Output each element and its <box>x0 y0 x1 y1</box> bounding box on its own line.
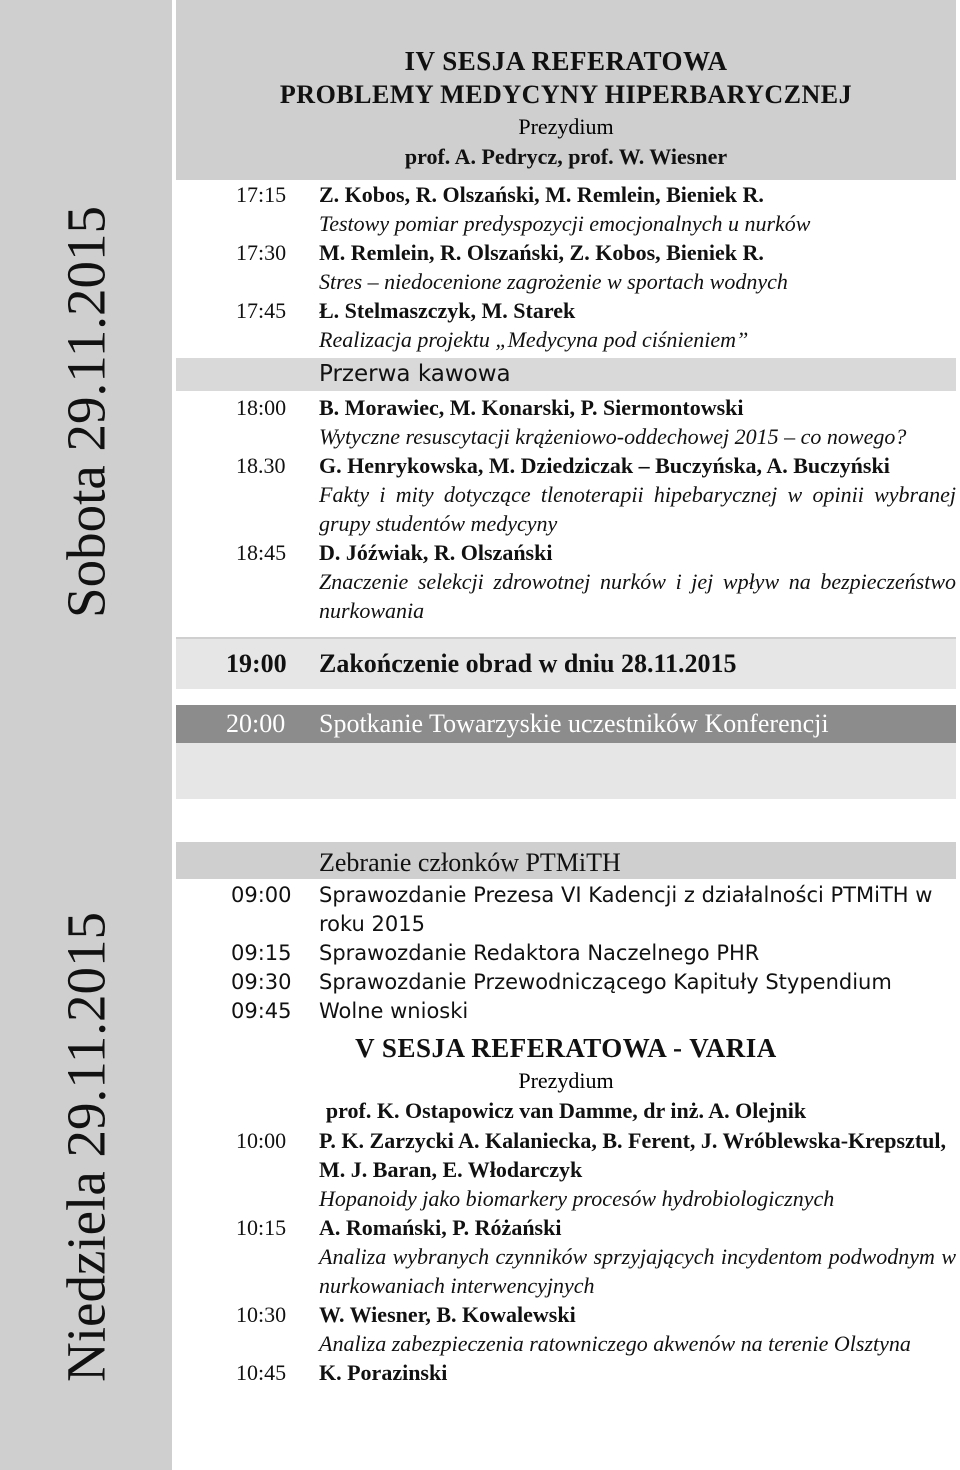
session4-title-line1: IV SESJA REFERATOWA <box>404 46 728 76</box>
talk-time: 17:45 <box>236 298 287 323</box>
talk-time: 10:00 <box>236 1128 287 1153</box>
session5-title: V SESJA REFERATOWA - VARIA <box>355 1033 777 1063</box>
session4-title-line2: PROBLEMY MEDYCYNY HIPERBARYCZNEJ <box>279 80 853 109</box>
talk-time: 18:00 <box>236 395 287 420</box>
talk-title: Znaczenie selekcji zdrowotnej nurków i jej wpływ na bezpieczeństwo nurkowania <box>319 569 956 623</box>
talk-title: Fakty i mity dotyczące tlenoterapii hipebarycznej w opinii wybranej grupy studentów medycyny <box>319 482 956 536</box>
talk-title: Analiza wybranych czynników sprzyjających incydentom podwodnym w nurkowaniach interwencyjnych <box>319 1244 956 1298</box>
session5-presidium-label: Prezydium <box>518 1068 614 1093</box>
talk-time: 10:15 <box>236 1215 287 1240</box>
agenda-item <box>176 997 956 1026</box>
closing-text: Zakończenie obrad w dniu 28.11.2015 <box>319 649 737 678</box>
social-text: Spotkanie Towarzyskie uczestników Konferencji <box>319 709 829 738</box>
talk-authors: A. Romański, P. Różański <box>319 1215 562 1240</box>
social-meeting-bar <box>176 705 956 743</box>
closing-bar <box>176 637 956 689</box>
agenda-text: Wolne wnioski <box>319 999 469 1023</box>
session4-talks-before-break <box>176 180 956 354</box>
closing-time: 19:00 <box>226 649 287 678</box>
session5-header <box>176 1030 956 1126</box>
talk-time: 10:30 <box>236 1302 287 1327</box>
talk-authors: B. Morawiec, M. Konarski, P. Siermontowski <box>319 395 744 420</box>
agenda-item <box>176 881 956 939</box>
session4-header <box>176 0 956 180</box>
talk-time: 10:45 <box>236 1360 287 1385</box>
day1-label: Sobota 29.11.2015 <box>55 206 117 618</box>
talk-authors: M. Remlein, R. Olszański, Z. Kobos, Bieniek R. <box>319 240 764 265</box>
day2-content <box>176 842 956 1387</box>
talk-title: Realizacja projektu „Medycyna pod ciśnieniem” <box>319 327 749 352</box>
talk-row <box>176 451 956 538</box>
day-separator <box>176 743 956 799</box>
talk-row <box>176 296 956 354</box>
agenda-item <box>176 968 956 997</box>
talk-time: 18:45 <box>236 540 287 565</box>
agenda-time: 09:45 <box>231 999 292 1023</box>
session4-talks-after-break <box>176 393 956 625</box>
agenda-item <box>176 939 956 968</box>
session5-chairs: prof. K. Ostapowicz van Damme, dr inż. A. Olejnik <box>325 1098 807 1123</box>
agenda-time: 09:30 <box>231 970 292 994</box>
talk-time: 17:15 <box>236 182 287 207</box>
talk-row <box>176 1213 956 1300</box>
talk-time: 18.30 <box>236 453 286 478</box>
day1-side-label-bar <box>0 0 172 824</box>
talk-authors: D. Jóźwiak, R. Olszański <box>319 540 553 565</box>
talk-row <box>176 538 956 625</box>
talk-row <box>176 1358 956 1387</box>
agenda-text: Sprawozdanie Przewodniczącego Kapituły Stypendium <box>319 970 892 994</box>
talk-authors: G. Henrykowska, M. Dziedziczak – Buczyńska, A. Buczyński <box>319 453 890 478</box>
talk-row <box>176 393 956 451</box>
agenda-time: 09:00 <box>231 883 292 907</box>
day2-label: Niedziela 29.11.2015 <box>55 912 117 1382</box>
talk-authors: P. K. Zarzycki A. Kalaniecka, B. Ferent, J. Wróblewska-Krepsztul, M. J. Baran, E. Włodarczyk <box>319 1128 946 1182</box>
talk-title: Analiza zabezpieczenia ratowniczego akwenów na terenie Olsztyna <box>319 1331 911 1356</box>
talk-authors: Ł. Stelmaszczyk, M. Starek <box>319 298 576 323</box>
agenda-time: 09:15 <box>231 941 292 965</box>
agenda-text: Sprawozdanie Prezesa VI Kadencji z działalności PTMiTH w roku 2015 <box>319 883 933 936</box>
talk-authors: Z. Kobos, R. Olszański, M. Remlein, Bieniek R. <box>319 182 764 207</box>
members-meeting-heading: Zebranie członków PTMiTH <box>176 842 956 879</box>
talk-title: Hopanoidy jako biomarkery procesów hydrobiologicznych <box>319 1186 835 1211</box>
session4-presidium-label: Prezydium <box>518 114 614 139</box>
social-time: 20:00 <box>226 709 286 738</box>
talk-title: Stres – niedocenione zagrożenie w sportach wodnych <box>319 269 788 294</box>
talk-time: 17:30 <box>236 240 287 265</box>
session5-talks <box>176 1126 956 1387</box>
members-meeting-agenda <box>176 881 956 1026</box>
talk-row <box>176 1126 956 1213</box>
day2-side-label-bar <box>0 824 172 1470</box>
talk-row <box>176 1300 956 1358</box>
talk-row <box>176 180 956 238</box>
talk-authors: K. Porazinski <box>319 1360 448 1385</box>
talk-row <box>176 238 956 296</box>
coffee-break-bar: Przerwa kawowa <box>176 358 956 391</box>
session4-chairs: prof. A. Pedrycz, prof. W. Wiesner <box>404 144 728 169</box>
talk-title: Wytyczne resuscytacji krążeniowo-oddechowej 2015 – co nowego? <box>319 424 907 449</box>
agenda-text: Sprawozdanie Redaktora Naczelnego PHR <box>319 941 760 965</box>
talk-title: Testowy pomiar predyspozycji emocjonalnych u nurków <box>319 211 811 236</box>
talk-authors: W. Wiesner, B. Kowalewski <box>319 1302 576 1327</box>
day1-content <box>176 0 956 799</box>
